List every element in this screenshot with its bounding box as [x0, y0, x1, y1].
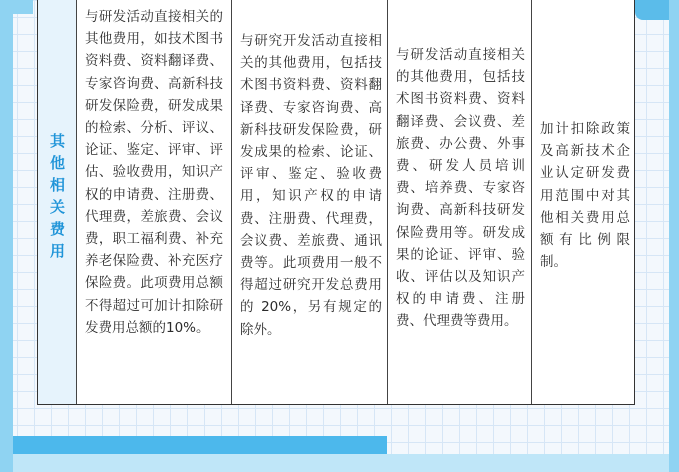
- row-label-char: 费: [49, 220, 65, 238]
- cell-text: 加计扣除政策及高新技术企业认定研发费用范围中对其他相关费用总额有比例限制。: [540, 121, 630, 271]
- bottom-light-band: [13, 454, 669, 472]
- left-border-stripe: [0, 0, 13, 472]
- table-cell-high-tech-policy: [232, 0, 388, 404]
- cell-text: 与研究开发活动直接相关的其他费用，包括技术图书资料费、资料翻译费、专家咨询费、高新科技研发保险费，研发成果的检索、论证、评审、鉴定、验收费用，知识产权的申请费、注册费、代理费，会议费、差旅费、通讯费等。此项费用一般不得超过研究开发总费用的 20%，另有规定的除外。: [240, 33, 382, 338]
- row-label-char: 他: [49, 154, 65, 172]
- top-left-accent: [13, 0, 33, 14]
- cell-text: 与研发活动直接相关的其他费用，包括技术图书资料费、资料翻译费、会议费、差旅费、办公费、外事费、研发人员培训费、培养费、专家咨询费、高新科技研发保险费用等。研发成果的论证、评审、验收、评估以及知识产权的申请费、注册费、代理费等费用。: [396, 47, 525, 330]
- comparison-table-row: [37, 0, 635, 405]
- right-border-stripe: [669, 0, 679, 472]
- row-label: [38, 130, 77, 262]
- bottom-accent-band: [13, 436, 387, 454]
- cell-text: 与研发活动直接相关的其他费用，如技术图书资料费、资料翻译费、专家咨询费、高新科技研发保险费，研发成果的检索、分析、评议、论证、鉴定、评审、评估、验收费用，知识产权的申请费、注册费、代理费，差旅费、会议费，职工福利费、补充养老保险费、补充医疗保险费。此项费用总额不得超过可加计扣除研发费用总额的10%。: [85, 9, 223, 336]
- row-label-cell: [38, 0, 77, 404]
- top-right-accent: [635, 0, 669, 20]
- table-cell-deduction-policy: [77, 0, 232, 404]
- row-label-char: 用: [49, 242, 65, 260]
- table-cell-accounting-policy: [388, 0, 532, 404]
- row-label-char: 关: [49, 198, 65, 216]
- table-cell-notes: [532, 0, 635, 404]
- row-label-char: 其: [49, 132, 65, 150]
- row-label-char: 相: [49, 176, 65, 194]
